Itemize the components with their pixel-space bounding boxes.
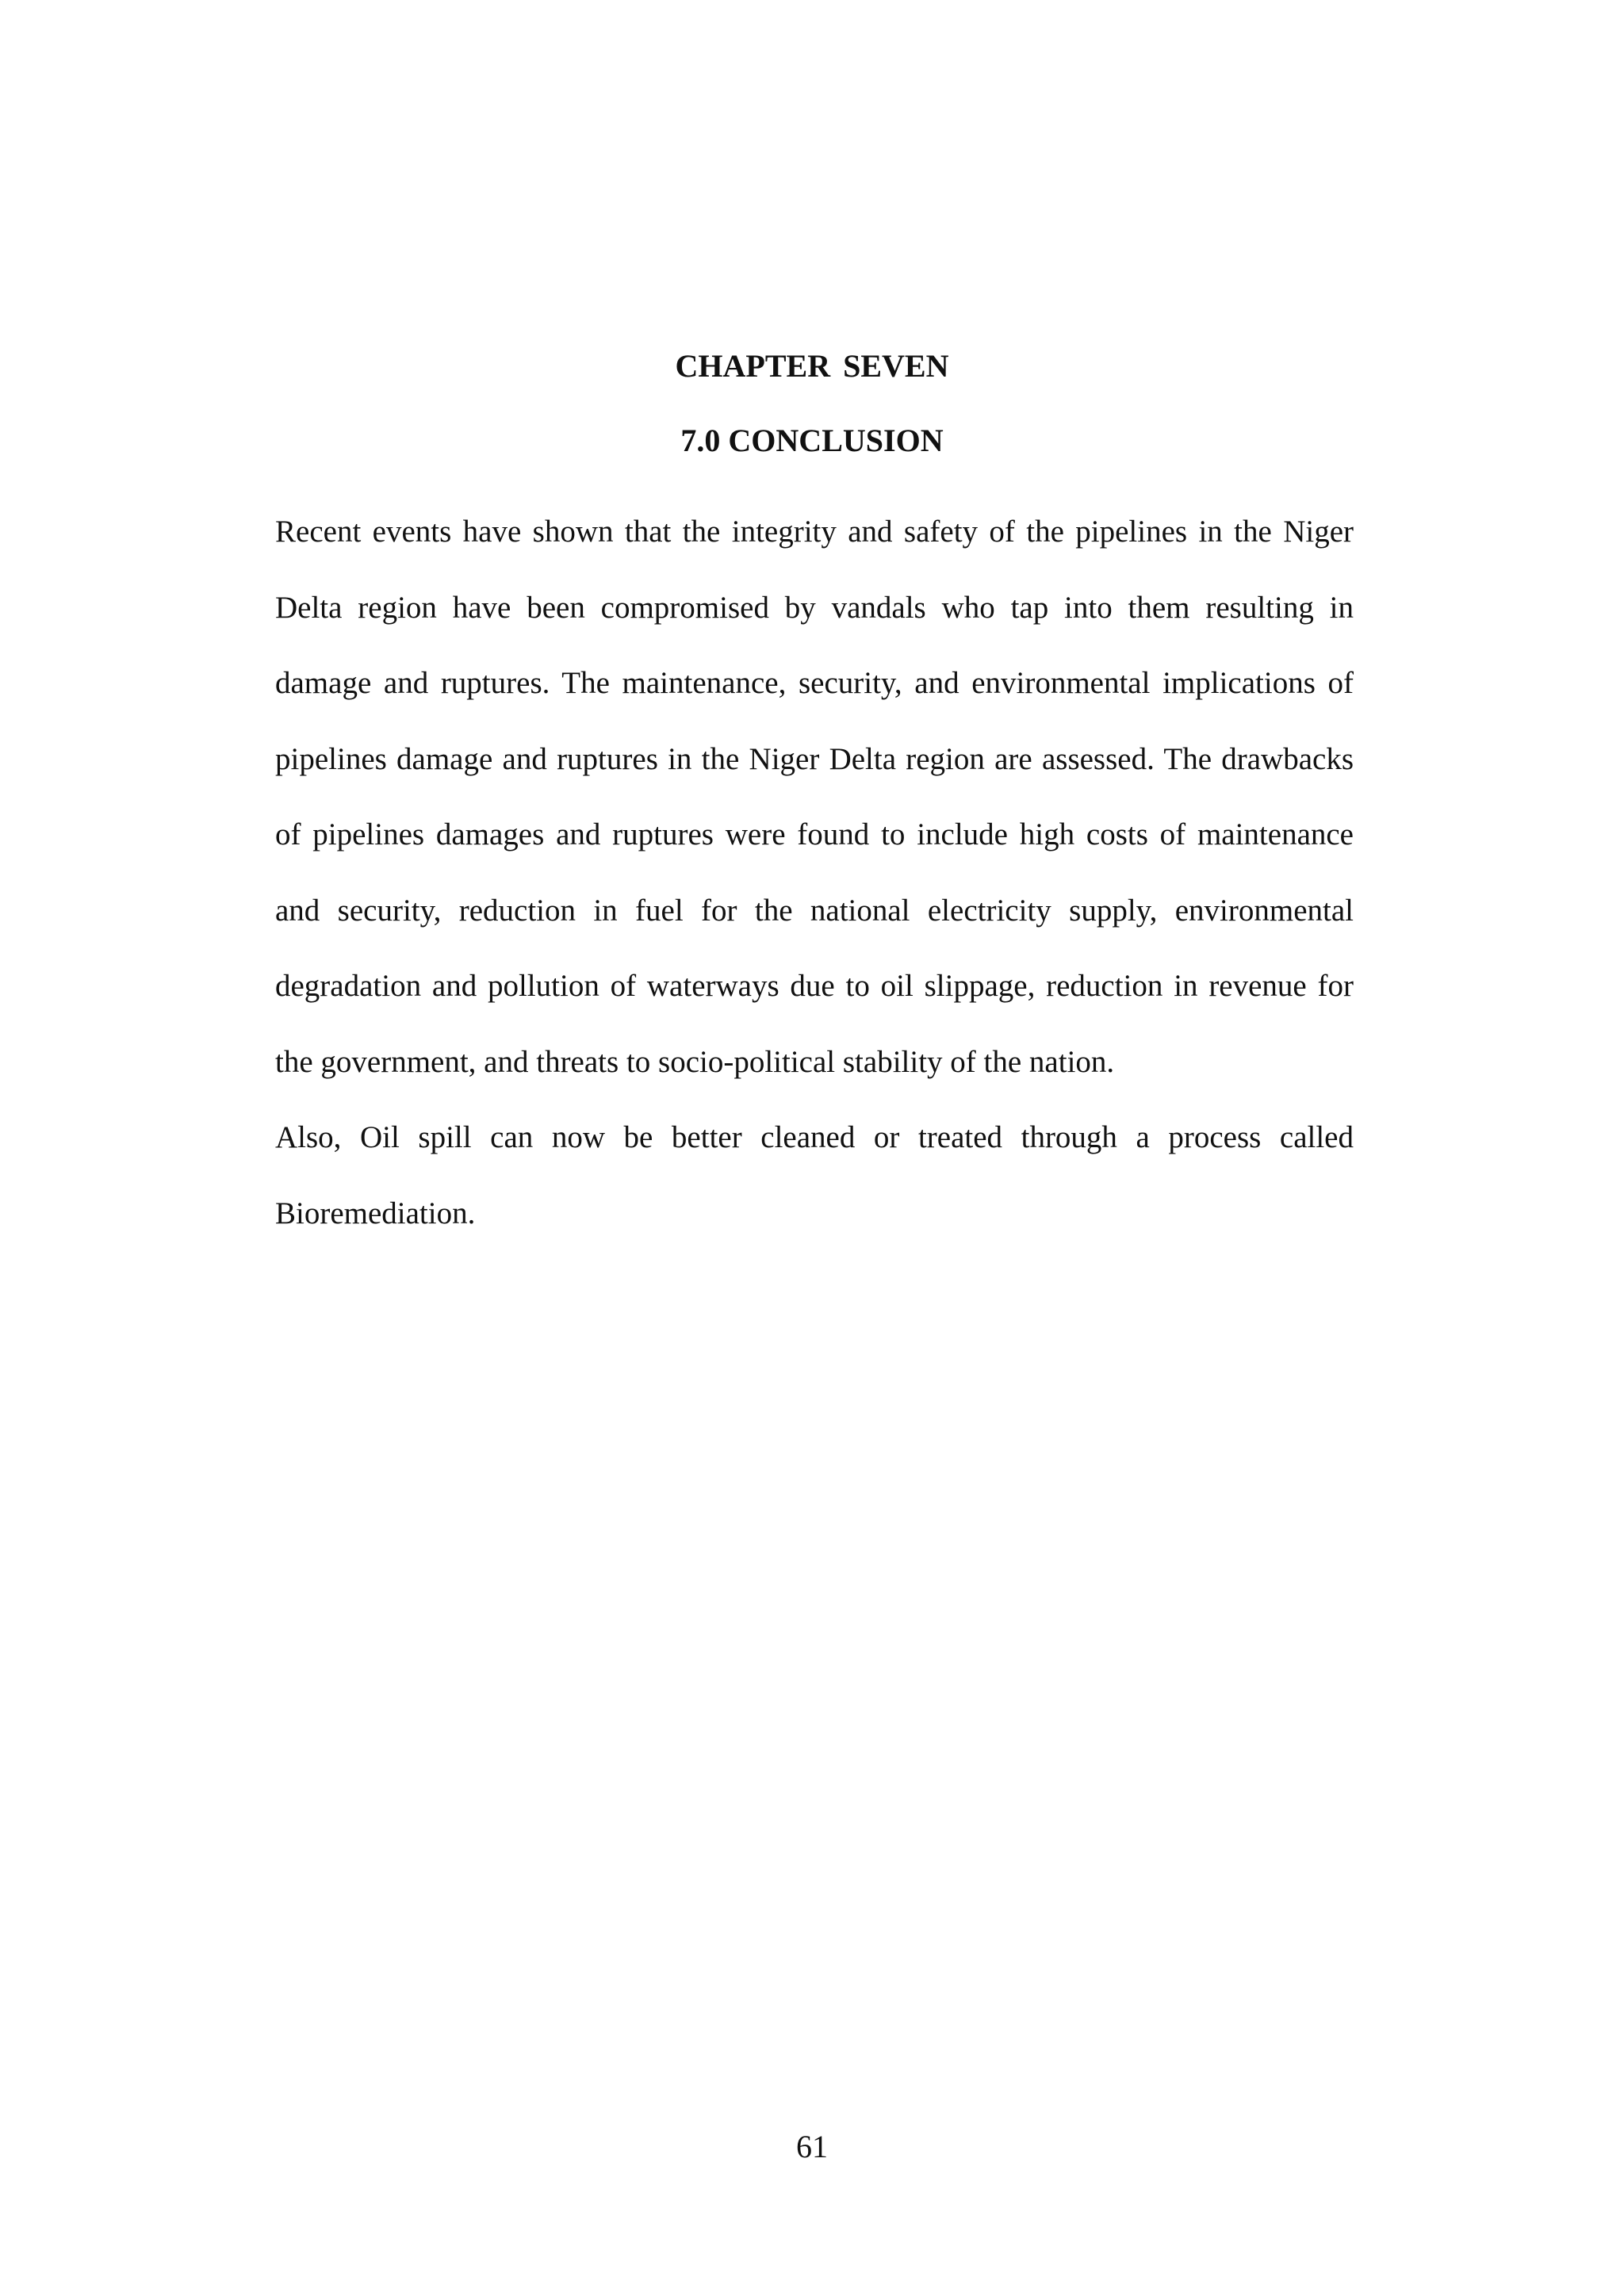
body-text (275, 494, 1354, 1251)
paragraph-main: Recent events have shown that the integrity and safety of the pipelines in the Niger Delta region have been compromised by vandals who tap into them resulting in damage and ruptures. The maintenance, security, and environmental implications of pipelines damage and ruptures in the Niger Delta region are assessed. The drawbacks of pipelines damages and ruptures were found to include high costs of maintenance and security, reduction in fuel for the national electricity supply, environmental degradation and pollution of waterways due to oil slippage, reduction in revenue for the government, and threats to socio-political stability of the nation. (275, 515, 1354, 1079)
chapter-heading: CHAPTER SEVEN (675, 348, 949, 384)
page-number: 61 (796, 2129, 828, 2164)
paragraph-bioremediation: Also, Oil spill can now be better cleaned or treated through a process called Bioremediation. (275, 1120, 1354, 1230)
section-heading: 7.0 CONCLUSION (680, 423, 944, 458)
